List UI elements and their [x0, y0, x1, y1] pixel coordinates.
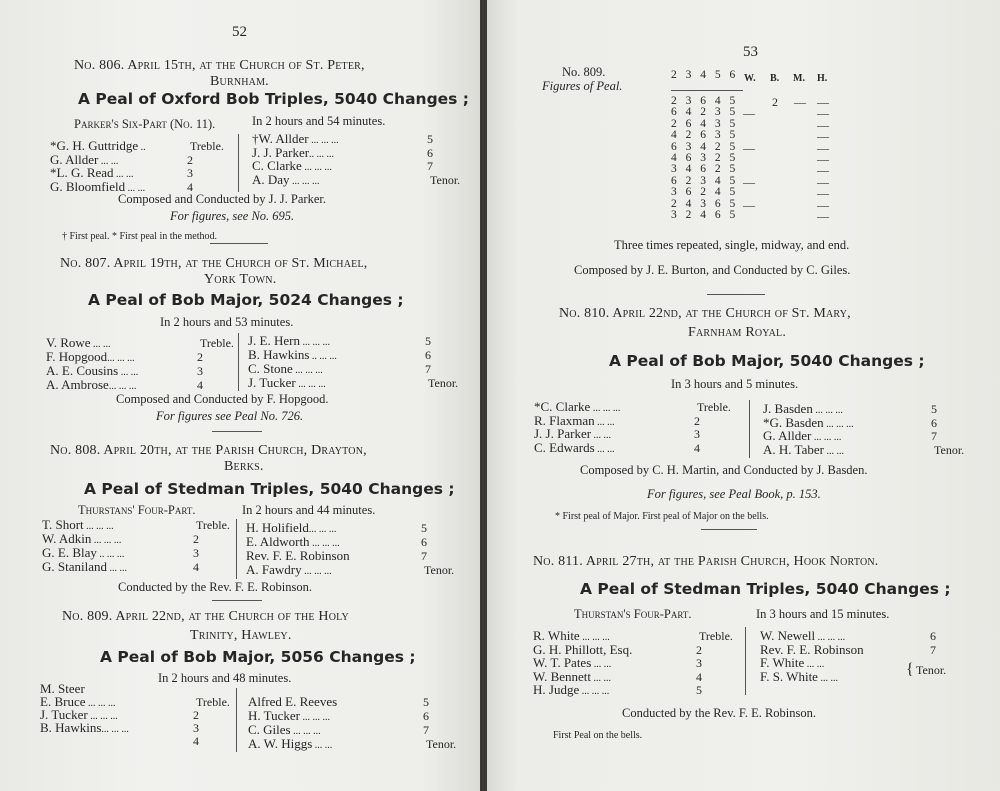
peal-806-composer: Composed and Conducted by J. J. Parker.: [118, 192, 326, 206]
bell-number: 2: [694, 413, 700, 428]
peal-811-conductor: Conducted by the Rev. F. E. Robinson.: [622, 706, 817, 720]
figures-col-header: B.: [770, 73, 780, 84]
bell-number: 6: [423, 709, 429, 723]
peal-810-figures: For figures, see Peal Book, p. 153.: [647, 487, 821, 501]
peal-809-composer: Composed by J. E. Burton, and Conducted by C. Giles.: [574, 263, 851, 277]
bell-number: 7: [427, 159, 433, 173]
figure-call-h: —: [817, 163, 829, 178]
leader-dots: ... ...: [817, 672, 838, 684]
figure-call-w: —: [743, 106, 755, 121]
peal-809-divider: [236, 688, 237, 752]
ringer-name: E. Aldworth ... ... ...: [246, 534, 340, 549]
ringer-name: C. Stone ... ... ...: [248, 361, 323, 376]
leader-dots: .. ... ...: [96, 549, 125, 560]
ringer-name: G. Allder ... ...: [50, 151, 119, 167]
bell-number: 3: [187, 166, 193, 180]
peal-808-divider: [236, 519, 237, 579]
ringer-name: H. Judge ... ... ...: [533, 682, 610, 697]
peal-809-location: Trinity, Hawley.: [190, 628, 292, 643]
peal-806-heading: No. 806. April 15th, at the Church of St. Peter,: [74, 58, 365, 73]
ringer-name: M. Steer: [40, 681, 85, 696]
bell-number: Treble.: [200, 336, 234, 350]
figure-row: 2 6 4 3 5: [671, 117, 739, 130]
leader-dots: ... ... ...: [579, 632, 610, 643]
ringer-name: J. E. Hern ... ... ...: [248, 333, 330, 348]
leader-dots: ... ... ...: [290, 726, 321, 737]
leader-dots: ... ... ...: [309, 538, 340, 549]
figure-row: 4 6 3 2 5: [671, 152, 739, 164]
peal-807-location: York Town.: [204, 272, 277, 287]
figure-row: 3 6 2 4 5: [671, 186, 739, 199]
peal-807-heading: No. 807. April 19th, at the Church of St. Michael,: [60, 256, 368, 271]
bell-number: Tenor.: [934, 442, 965, 457]
leader-dots: ... ... ...: [308, 524, 337, 535]
ringer-name: A. H. Taber ... ...: [763, 441, 844, 457]
figure-call-h: —: [817, 106, 829, 121]
peal-807-title: A Peal of Bob Major, 5024 Changes ;: [88, 291, 404, 309]
figure-call-h: —: [817, 186, 829, 201]
leader-dots: ... ...: [594, 416, 615, 428]
leader-dots: .. ... ...: [309, 148, 335, 160]
ringer-name: H. Holifield... ... ...: [246, 520, 337, 535]
leader-dots: .. ... ...: [309, 351, 337, 362]
leader-dots: ... ... ...: [308, 135, 339, 146]
bell-number: 5: [696, 683, 702, 697]
left-page: [0, 0, 480, 791]
figure-call-w: —: [743, 197, 755, 212]
bell-number: Tenor.: [428, 376, 459, 390]
ringer-name: A. W. Higgs ... ...: [248, 736, 333, 751]
leader-dots: ... ... ...: [101, 724, 129, 735]
section-divider: [210, 243, 268, 244]
ringer-name: *C. Clarke ... ... ...: [534, 399, 621, 414]
bell-number: Treble.: [190, 139, 224, 153]
peal-811-duration: In 3 hours and 15 minutes.: [756, 607, 890, 621]
ringer-name: A. Ambrose... ... ...: [46, 377, 137, 392]
leader-dots: ... ... ...: [91, 535, 122, 546]
figure-row: 6 2 3 4 5: [671, 174, 739, 187]
leader-dots: ... ... ...: [301, 162, 332, 173]
section-divider: [212, 431, 262, 432]
bell-number: 7: [931, 429, 937, 443]
figure-call-h: —: [817, 129, 829, 144]
peal-806-duration: In 2 hours and 54 minutes.: [252, 114, 386, 128]
leader-dots: ... ... ...: [289, 175, 320, 187]
leader-dots: ... ...: [823, 445, 844, 457]
bell-number: 3: [193, 546, 199, 560]
peal-807-divider: [238, 333, 239, 391]
leader-dots: ... ... ...: [107, 353, 135, 364]
leader-dots: ... ... ...: [301, 566, 332, 577]
figure-call-w: —: [743, 140, 755, 155]
section-divider: [701, 529, 757, 530]
peal-807-composer: Composed and Conducted by F. Hopgood.: [116, 392, 329, 406]
bell-number: 4: [193, 560, 199, 574]
ringer-name: J. J. Parker ... ...: [534, 426, 612, 441]
ringer-name: *L. G. Read ... ...: [50, 165, 134, 180]
leader-dots: ..: [138, 142, 146, 153]
peal-811-composition: Thurstan's Four-Part.: [574, 607, 692, 621]
ringer-name: A. Day ... ... ...: [252, 171, 320, 187]
ringer-name: J. J. Parker.. ... ...: [252, 144, 335, 160]
bell-number: 6: [421, 535, 427, 549]
leader-dots: ... ...: [118, 367, 139, 378]
ringer-name: †W. Allder ... ... ...: [252, 131, 339, 146]
ringer-name: F. White ... ...: [760, 655, 825, 670]
ringer-name: W. Newell ... ... ...: [760, 628, 846, 643]
bell-number: 3: [696, 656, 702, 670]
figure-row: 4 2 6 3 5: [671, 129, 739, 142]
peal-811-title: A Peal of Stedman Triples, 5040 Changes ;: [580, 580, 951, 598]
ringer-name: V. Rowe ... ...: [46, 335, 111, 350]
bell-number: 3: [193, 721, 199, 735]
ringer-name: G. H. Phillott, Esq.: [533, 641, 633, 657]
bell-number: 5: [425, 334, 431, 348]
leader-dots: ... ... ...: [300, 337, 330, 348]
ringer-name: F. Hopgood... ... ...: [46, 349, 135, 364]
bell-number: 2: [187, 152, 193, 167]
ringer-name: A. Fawdry ... ... ...: [246, 562, 332, 577]
figures-label: Figures of Peal.: [542, 79, 623, 93]
figure-call-b: 2: [772, 95, 778, 109]
leader-dots: ... ...: [591, 659, 612, 670]
figure-call-h: —: [817, 209, 829, 223]
leader-dots: ... ... ...: [823, 418, 854, 430]
peal-807-duration: In 2 hours and 53 minutes.: [160, 315, 294, 329]
section-divider: [212, 600, 262, 601]
bell-number: 6: [425, 348, 431, 362]
peal-806-location: Burnham.: [210, 74, 269, 89]
peal-806-title: A Peal of Oxford Bob Triples, 5040 Changes ;: [78, 90, 470, 108]
peal-810-heading: No. 810. April 22nd, at the Church of St. Mary,: [559, 306, 851, 321]
leader-dots: ... ... ...: [579, 686, 610, 697]
peal-810-divider: [749, 400, 750, 458]
peal-808-duration: In 2 hours and 44 minutes.: [242, 503, 376, 517]
bell-number: 5: [427, 132, 433, 146]
bell-number: 7: [421, 549, 427, 563]
figure-call-h: —: [817, 197, 829, 212]
leader-dots: ... ... ...: [83, 521, 114, 532]
right-page: [487, 0, 1000, 791]
bell-number: Tenor.: [430, 172, 461, 187]
ringer-name: E. Bruce ... ... ...: [40, 694, 116, 709]
ringer-name: W. Adkin ... ... ...: [42, 531, 122, 546]
figure-row: 2 4 3 6 5: [671, 197, 739, 210]
bell-number: 3: [197, 364, 203, 378]
peal-806-divider: [238, 134, 239, 192]
figure-call-h: —: [817, 152, 829, 166]
figure-row: 6 3 4 2 5: [671, 140, 739, 153]
figure-call-h: —: [817, 140, 829, 155]
ringer-name: B. Hawkins .. ... ...: [248, 347, 337, 362]
bell-number: 6: [931, 415, 937, 430]
figures-header-numbers: 2 3 4 5 6: [671, 69, 739, 81]
ringer-name: G. Allder ... ... ...: [763, 428, 842, 443]
ringer-name: G. Staniland ... ...: [42, 559, 127, 574]
ringer-name: A. E. Cousins ... ...: [46, 363, 139, 378]
figures-col-header: W.: [744, 73, 756, 84]
bell-number: 3: [694, 427, 700, 441]
peal-809-title: A Peal of Bob Major, 5056 Changes ;: [100, 648, 416, 666]
ringer-name: G. E. Blay .. ... ...: [42, 545, 125, 560]
ringer-name: T. Short ... ... ...: [42, 517, 114, 532]
leader-dots: ... ...: [107, 563, 127, 574]
bell-number: Treble.: [697, 400, 731, 414]
leader-dots: ... ... ...: [295, 379, 326, 390]
leader-dots: ... ...: [125, 182, 146, 194]
ringer-name: Rev. F. E. Robinson: [760, 641, 864, 657]
peal-808-composition: Thurstans' Four-Part.: [78, 503, 196, 517]
ringer-name: C. Edwards ... ...: [534, 439, 615, 455]
leader-dots: ... ... ...: [815, 632, 846, 643]
bell-number: 7: [423, 723, 429, 737]
peal-806-footnote: † First peal. * First peal in the method.: [62, 231, 217, 242]
leader-dots: ... ... ...: [292, 365, 323, 376]
bell-number: 5: [931, 402, 937, 416]
bell-number: Tenor.: [426, 737, 457, 751]
bell-number: 7: [930, 642, 936, 657]
bell-number: Tenor.: [424, 563, 455, 577]
leader-dots: ... ... ...: [108, 381, 137, 392]
figures-header-rule: [671, 90, 743, 91]
leader-dots: ... ...: [113, 169, 134, 180]
leader-dots: ... ...: [312, 740, 333, 751]
peal-810-footnote: * First peal of Major. First peal of Major on the bells.: [555, 511, 769, 522]
bell-number: 4: [197, 378, 203, 392]
bell-number: Treble.: [196, 695, 230, 709]
bell-number: 5: [423, 695, 429, 709]
figure-row: 6 4 2 3 5: [671, 106, 739, 119]
figure-call-m: —: [794, 95, 806, 109]
leader-dots: ... ...: [591, 430, 612, 441]
peal-809-duration: In 2 hours and 48 minutes.: [158, 671, 292, 685]
section-divider: [707, 294, 765, 295]
peal-810-location: Farnham Royal.: [688, 325, 787, 340]
page-number-right: 53: [743, 44, 758, 60]
peal-810-duration: In 3 hours and 5 minutes.: [671, 377, 799, 391]
figures-col-header: H.: [817, 73, 828, 84]
figure-call-h: —: [817, 95, 829, 109]
bell-number: 4: [696, 669, 702, 684]
peal-811-tenor: Tenor.: [916, 663, 947, 677]
leader-dots: ... ... ...: [87, 711, 118, 722]
peal-811-divider: [745, 627, 746, 695]
leader-dots: ... ...: [804, 659, 825, 670]
figure-call-h: —: [817, 117, 829, 132]
leader-dots: ... ...: [594, 443, 615, 455]
ringer-name: R. White ... ... ...: [533, 628, 610, 643]
ringer-name: F. S. White ... ...: [760, 668, 838, 684]
peal-807-figures: For figures see Peal No. 726.: [156, 409, 304, 423]
figures-repeat-note: Three times repeated, single, midway, and end.: [614, 238, 850, 252]
peal-810-title: A Peal of Bob Major, 5040 Changes ;: [609, 352, 925, 370]
leader-dots: ... ...: [98, 155, 119, 167]
bell-number: 6: [427, 145, 433, 160]
page-number-left: 52: [232, 24, 247, 40]
bell-number: 7: [425, 362, 431, 376]
ringer-name: J. Basden ... ... ...: [763, 401, 843, 416]
leader-dots: ... ... ...: [811, 432, 842, 443]
figure-row: 2 3 6 4 5: [671, 95, 739, 107]
leader-dots: ... ... ...: [300, 712, 331, 723]
leader-dots: ... ... ...: [85, 698, 116, 709]
leader-dots: ... ...: [591, 672, 612, 684]
ringer-name: Alfred E. Reeves: [248, 694, 338, 709]
ringer-name: Rev. F. E. Robinson: [246, 548, 350, 563]
figure-row: 3 2 4 6 5: [671, 209, 739, 221]
peal-808-title: A Peal of Stedman Triples, 5040 Changes ;: [84, 480, 455, 498]
peal-808-conductor: Conducted by the Rev. F. E. Robinson.: [118, 580, 313, 594]
ringer-name: C. Clarke ... ... ...: [252, 158, 332, 173]
bell-number: 2: [197, 350, 203, 364]
ringer-name: W. Bennett ... ...: [533, 668, 612, 684]
leader-dots: ... ... ...: [812, 405, 843, 416]
bell-number: 4: [694, 440, 700, 455]
bell-number: 2: [696, 642, 702, 657]
bell-number: 4: [187, 179, 193, 194]
figure-call-h: —: [817, 174, 829, 189]
peal-809-heading: No. 809. April 22nd, at the Church of the Holy: [62, 609, 349, 624]
figure-call-w: —: [743, 174, 755, 189]
bell-number: Treble.: [699, 629, 733, 643]
peal-811-footnote: First Peal on the bells.: [553, 730, 643, 741]
bell-number: Treble.: [196, 518, 230, 532]
ringer-name: G. Bloomfield ... ...: [50, 178, 146, 194]
ringer-name: J. Tucker ... ... ...: [40, 707, 118, 722]
figure-row: 3 4 6 2 5: [671, 163, 739, 176]
bell-number: 2: [193, 532, 199, 546]
bell-number: 5: [421, 521, 427, 535]
ringer-name: C. Giles ... ... ...: [248, 722, 321, 737]
peal-811-heading: No. 811. April 27th, at the Parish Church, Hook Norton.: [533, 554, 879, 569]
ringer-name: B. Hawkins... ... ...: [40, 720, 129, 735]
figures-label-no: No. 809.: [562, 65, 606, 79]
peal-810-composer: Composed by C. H. Martin, and Conducted by J. Basden.: [580, 463, 868, 477]
figures-col-header: M.: [793, 73, 805, 84]
brace: {: [906, 661, 914, 678]
ringer-name: J. Tucker ... ... ...: [248, 375, 326, 390]
ringer-name: *G. H. Guttridge ..: [50, 138, 146, 153]
leader-dots: ... ... ...: [590, 403, 621, 414]
ringer-name: H. Tucker ... ... ...: [248, 708, 331, 723]
ringer-name: W. T. Pates ... ...: [533, 655, 612, 670]
peal-808-location: Berks.: [224, 459, 264, 474]
bell-number: 6: [930, 629, 936, 643]
ringer-name: R. Flaxman ... ...: [534, 412, 615, 428]
peal-806-composition: Parker's Six-Part (No. 11).: [74, 117, 216, 131]
bell-number: 2: [193, 708, 199, 722]
peal-808-heading: No. 808. April 20th, at the Parish Church, Drayton,: [50, 443, 367, 458]
leader-dots: ... ...: [90, 339, 111, 350]
peal-806-figures: For figures, see No. 695.: [170, 209, 295, 223]
bell-number: 4: [193, 734, 199, 748]
ringer-name: *G. Basden ... ... ...: [763, 414, 854, 430]
